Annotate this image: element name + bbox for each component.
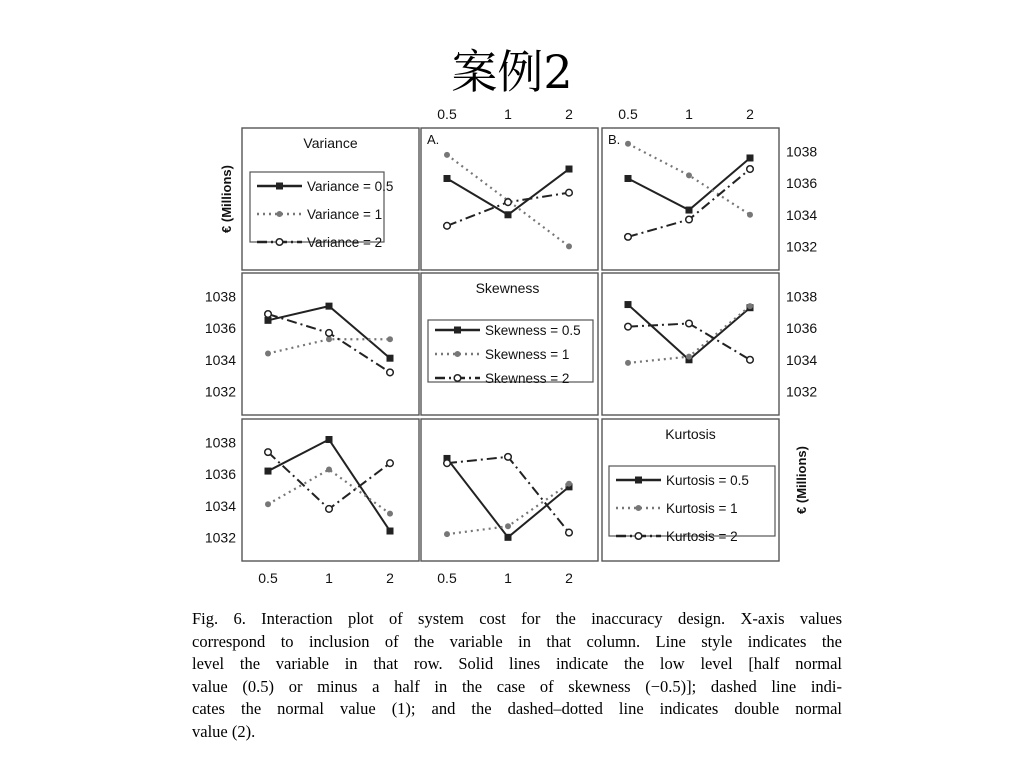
- data-point-marker: [686, 207, 693, 214]
- y-tick-label: 1032: [204, 529, 236, 546]
- caption-line: value (0.5) or minus a half in the case of skewness (−0.5)]; dashed line indi-: [192, 676, 842, 696]
- legend-label: Variance = 0.5: [307, 179, 394, 194]
- data-point-marker: [326, 303, 333, 310]
- data-point-marker: [505, 199, 512, 206]
- y-tick-label: 1038: [786, 143, 818, 160]
- data-point-marker: [686, 354, 692, 360]
- x-tick-label: 2: [565, 570, 573, 586]
- y-tick-label: 1032: [786, 238, 818, 255]
- data-point-marker: [566, 243, 572, 249]
- y-axis-label-right: € (Millions): [794, 446, 809, 514]
- y-tick-label: 1038: [204, 434, 236, 451]
- x-tick-label: 0.5: [618, 106, 638, 122]
- legend-label: Skewness = 2: [485, 371, 570, 386]
- x-tick-label: 0.5: [437, 570, 457, 586]
- data-point-marker: [387, 336, 393, 342]
- data-point-marker: [686, 216, 693, 223]
- data-point-marker: [747, 154, 754, 161]
- series-line-solid: [268, 440, 390, 532]
- data-point-marker: [387, 528, 394, 535]
- data-point-marker: [566, 189, 573, 196]
- data-point-marker: [444, 152, 450, 158]
- caption-line: correspond to inclusion of the variable in that column. Line style indicates the: [192, 631, 842, 651]
- panel-title: Skewness: [475, 280, 540, 296]
- y-tick-label: 1034: [786, 206, 818, 223]
- y-tick-label: 1036: [204, 320, 236, 337]
- y-tick-label: 1032: [204, 383, 236, 400]
- data-point-marker: [326, 466, 332, 472]
- data-point-marker: [686, 320, 693, 327]
- panel-0-2: [625, 141, 754, 240]
- data-point-marker: [635, 477, 642, 484]
- data-point-marker: [326, 436, 333, 443]
- data-point-marker: [454, 327, 461, 334]
- data-point-marker: [276, 183, 283, 190]
- series-line-solid: [447, 169, 569, 215]
- y-tick-label: 1036: [786, 320, 818, 337]
- legend-label: Kurtosis = 1: [666, 501, 738, 516]
- data-point-marker: [455, 351, 461, 357]
- data-point-marker: [747, 303, 753, 309]
- data-point-marker: [454, 375, 461, 382]
- series-line-solid: [628, 305, 750, 360]
- data-point-marker: [505, 211, 512, 218]
- x-tick-label: 1: [325, 570, 333, 586]
- data-point-marker: [625, 360, 631, 366]
- panel-title: Variance: [303, 135, 358, 151]
- data-point-marker: [387, 369, 394, 376]
- data-point-marker: [505, 534, 512, 541]
- legend-label: Variance = 1: [307, 207, 383, 222]
- x-tick-label: 0.5: [258, 570, 278, 586]
- caption-line: Fig. 6. Interaction plot of system cost for the inaccuracy design. X-axis values: [192, 609, 842, 628]
- legend-label: Skewness = 0.5: [485, 323, 581, 338]
- data-point-marker: [444, 531, 450, 537]
- data-point-marker: [747, 356, 754, 363]
- data-point-marker: [747, 166, 754, 173]
- y-tick-label: 1032: [786, 383, 818, 400]
- series-line-dashdot: [447, 457, 569, 533]
- legend-label: Variance = 2: [307, 235, 383, 250]
- data-point-marker: [276, 239, 283, 246]
- x-tick-label: 2: [565, 106, 573, 122]
- panel-0-1: [444, 152, 573, 250]
- data-point-marker: [265, 501, 271, 507]
- panel-1-2: [625, 301, 754, 366]
- data-point-marker: [265, 311, 272, 318]
- panel-frame: [602, 273, 779, 415]
- panel-2-0: [265, 436, 394, 535]
- data-point-marker: [387, 355, 394, 362]
- data-point-marker: [265, 449, 272, 456]
- legend-label: Kurtosis = 2: [666, 529, 738, 544]
- data-point-marker: [444, 175, 451, 182]
- data-point-marker: [625, 175, 632, 182]
- series-line-dashdot: [628, 169, 750, 237]
- y-tick-label: 1036: [786, 175, 818, 192]
- data-point-marker: [625, 301, 632, 308]
- series-line-dotted: [628, 144, 750, 215]
- slide-title: 案例2: [451, 45, 573, 99]
- data-point-marker: [686, 172, 692, 178]
- legend-label: Skewness = 1: [485, 347, 570, 362]
- data-point-marker: [625, 323, 632, 330]
- x-tick-label: 1: [504, 570, 512, 586]
- x-tick-label: 0.5: [437, 106, 457, 122]
- y-axis-label-left: € (Millions): [219, 165, 234, 233]
- data-point-marker: [635, 533, 642, 540]
- data-point-marker: [326, 506, 333, 513]
- caption-line: value (2).: [192, 721, 256, 741]
- y-tick-label: 1034: [204, 497, 236, 514]
- data-point-marker: [566, 481, 572, 487]
- y-tick-label: 1038: [786, 288, 818, 305]
- y-tick-label: 1036: [204, 466, 236, 483]
- data-point-marker: [326, 330, 333, 337]
- data-point-marker: [326, 336, 332, 342]
- data-point-marker: [747, 212, 753, 218]
- data-point-marker: [265, 350, 271, 356]
- x-tick-label: 2: [386, 570, 394, 586]
- legend-label: Kurtosis = 0.5: [666, 473, 749, 488]
- data-point-marker: [566, 166, 573, 173]
- series-line-solid: [628, 158, 750, 210]
- data-point-marker: [625, 234, 632, 241]
- data-point-marker: [277, 211, 283, 217]
- data-point-marker: [505, 454, 512, 461]
- panel-label: B.: [608, 132, 621, 147]
- panel-frame: [602, 128, 779, 270]
- y-tick-label: 1034: [786, 351, 818, 368]
- y-tick-label: 1034: [204, 351, 236, 368]
- data-point-marker: [444, 223, 451, 230]
- data-point-marker: [387, 511, 393, 517]
- x-tick-label: 1: [685, 106, 693, 122]
- data-point-marker: [505, 523, 511, 529]
- panel-1-0: [265, 303, 394, 376]
- panel-title: Kurtosis: [665, 426, 716, 442]
- data-point-marker: [444, 460, 451, 467]
- caption-line: cates the normal value (1); and the dashed–dotted line indicates double normal: [192, 699, 842, 718]
- panel-frame: [242, 273, 419, 415]
- panel-label: A.: [427, 132, 440, 147]
- data-point-marker: [265, 468, 272, 475]
- data-point-marker: [625, 141, 631, 147]
- x-tick-label: 1: [504, 106, 512, 122]
- data-point-marker: [636, 505, 642, 511]
- x-tick-label: 2: [746, 106, 754, 122]
- y-tick-label: 1038: [204, 288, 236, 305]
- data-point-marker: [387, 460, 394, 467]
- panel-2-1: [444, 454, 573, 541]
- figure-caption: [192, 608, 842, 743]
- data-point-marker: [566, 529, 573, 536]
- caption-line: level the variable in that row. Solid lines indicate the low level [half normal: [192, 654, 842, 673]
